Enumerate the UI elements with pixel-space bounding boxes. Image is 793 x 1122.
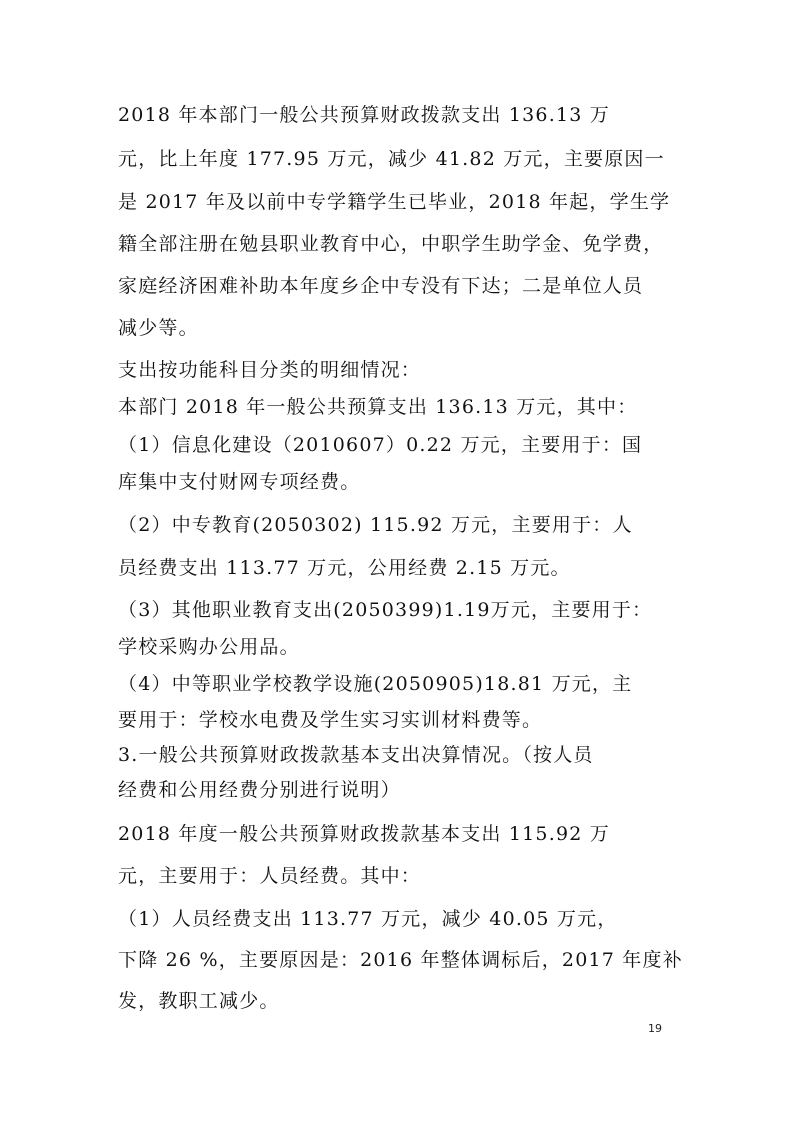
text-line: 减少等。 bbox=[118, 317, 199, 339]
text-line: 是 2017 年及以前中专学籍学生已毕业，2018 年起，学生学 bbox=[118, 191, 671, 213]
text-line: 支出按功能科目分类的明细情况： bbox=[118, 359, 422, 381]
text-line: 本部门 2018 年一般公共预算支出 136.13 万元，其中： bbox=[118, 396, 638, 418]
text-line: 3.一般公共预算财政拨款基本支出决算情况。（按人员 bbox=[118, 744, 594, 766]
text-line: 员经费支出 113.77 万元，公用经费 2.15 万元。 bbox=[118, 557, 571, 579]
text-line: 要用于：学校水电费及学生实习实训材料费等。 bbox=[118, 709, 543, 731]
text-line: 籍全部注册在勉县职业教育中心，中职学生助学金、免学费， bbox=[118, 233, 664, 255]
text-line: 发，教职工减少。 bbox=[118, 990, 280, 1012]
text-line: （1）信息化建设（2010607）0.22 万元，主要用于：国 bbox=[118, 434, 643, 456]
text-line: 库集中支付财网专项经费。 bbox=[118, 471, 361, 493]
text-line: 经费和公用经费分别进行说明） bbox=[118, 779, 401, 801]
text-line: （3）其他职业教育支出(2050399)1.19万元，主要用于： bbox=[118, 599, 653, 621]
text-line: （1）人员经费支出 113.77 万元，减少 40.05 万元， bbox=[118, 908, 618, 930]
text-line: 元，主要用于：人员经费。其中： bbox=[118, 865, 422, 887]
text-line: （4）中等职业学校教学设施(2050905)18.81 万元，主 bbox=[118, 673, 633, 695]
text-line: 2018 年本部门一般公共预算财政拨款支出 136.13 万 bbox=[118, 104, 610, 126]
page-number: 19 bbox=[648, 1022, 662, 1035]
text-line: 学校采购办公用品。 bbox=[118, 636, 300, 658]
text-line: 2018 年度一般公共预算财政拨款基本支出 115.92 万 bbox=[118, 823, 610, 845]
text-line: （2）中专教育(2050302) 115.92 万元，主要用于：人 bbox=[118, 514, 633, 536]
text-line: 下降 26 %，主要原因是：2016 年整体调标后，2017 年度补 bbox=[118, 949, 683, 971]
text-line: 元，比上年度 177.95 万元，减少 41.82 万元，主要原因一 bbox=[118, 148, 665, 170]
text-line: 家庭经济困难补助本年度乡企中专没有下达；二是单位人员 bbox=[118, 275, 644, 297]
